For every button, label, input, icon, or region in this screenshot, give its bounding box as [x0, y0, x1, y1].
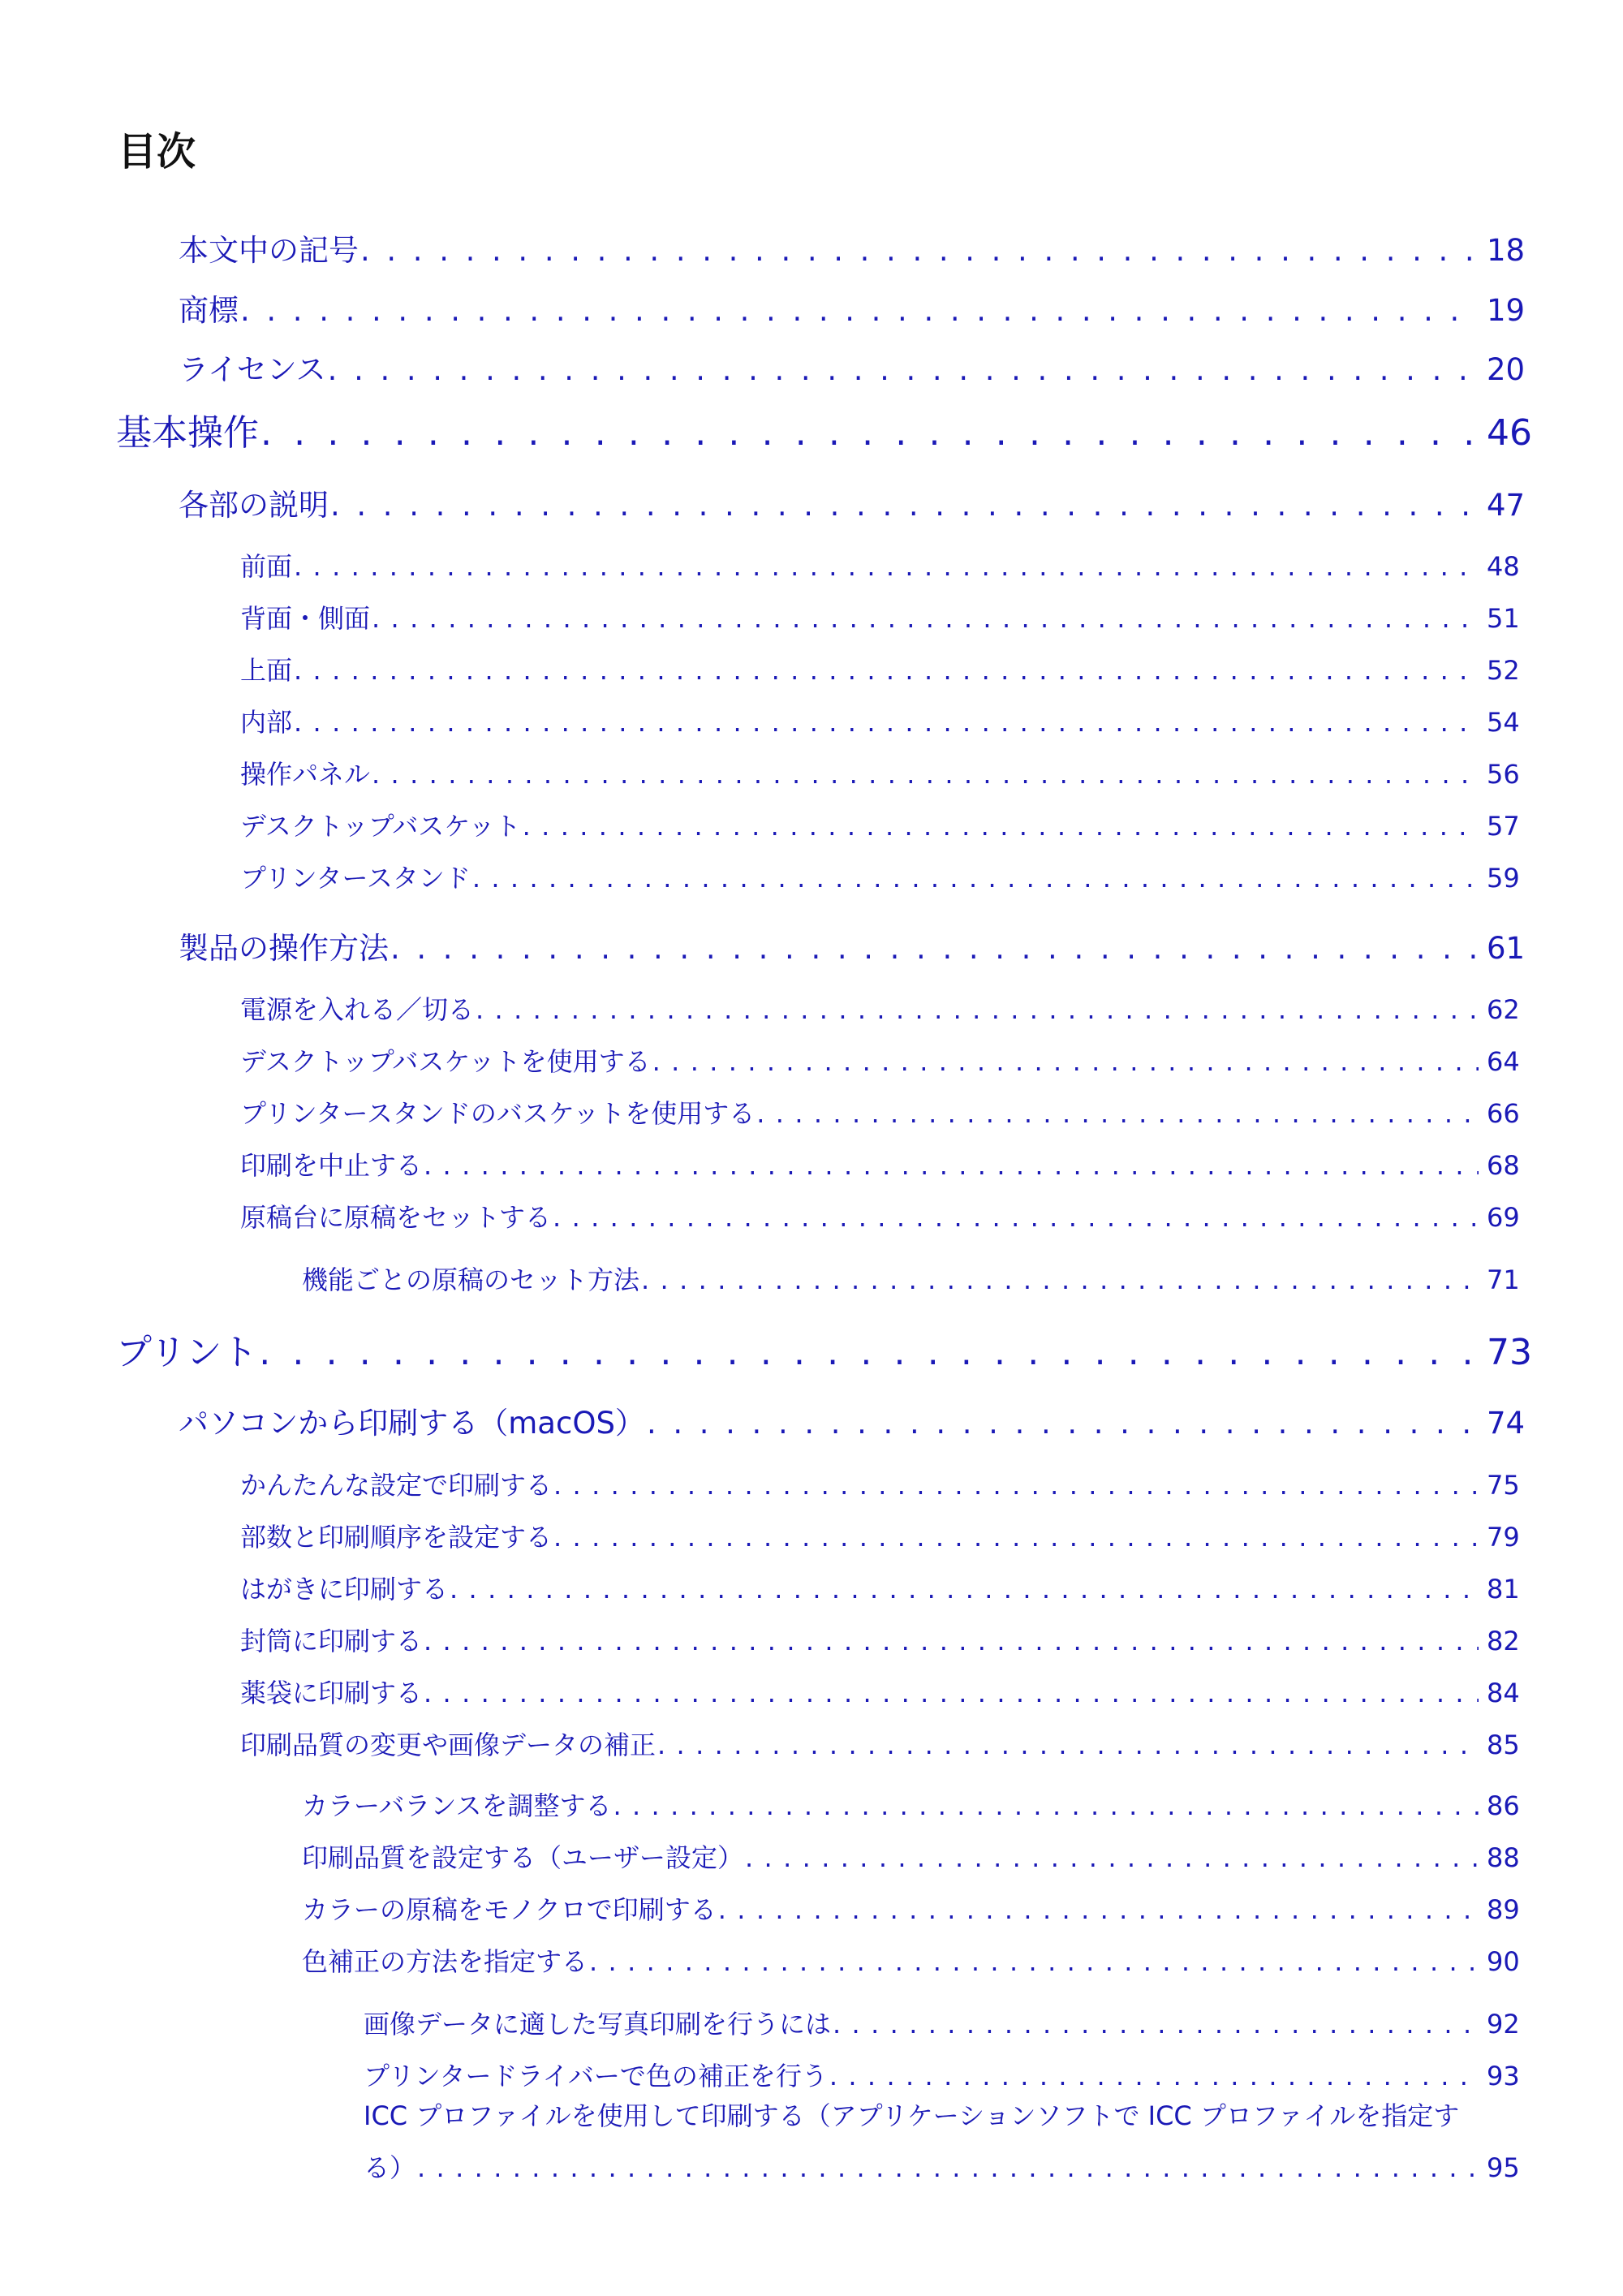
toc-entry-page: 73	[1487, 1332, 1532, 1373]
toc-entry[interactable]	[240, 1465, 1519, 1502]
toc-entry-label: デスクトップバスケットを使用する	[240, 1046, 651, 1077]
toc-entry[interactable]	[240, 598, 1519, 635]
toc-entry-page: 74	[1487, 1406, 1526, 1441]
toc-entry-page: 71	[1487, 1264, 1520, 1295]
toc-entry[interactable]	[240, 989, 1519, 1027]
dot-leader	[589, 1946, 1479, 1977]
dot-leader	[553, 1470, 1479, 1501]
toc-entry-page: 20	[1487, 352, 1526, 387]
dot-leader	[476, 994, 1479, 1025]
toc-entry[interactable]	[240, 1517, 1519, 1554]
toc-entry-label: 本文中の記号	[179, 233, 359, 268]
toc-entry-page: 95	[1487, 2152, 1520, 2183]
toc-entry[interactable]	[240, 1569, 1519, 1606]
dot-leader	[523, 811, 1479, 842]
toc-entry-label: プリント	[116, 1332, 258, 1373]
toc-entry-label: パソコンから印刷する（macOS）	[179, 1406, 645, 1441]
dot-leader	[613, 1790, 1479, 1821]
toc-entry[interactable]	[240, 546, 1519, 584]
toc-entry-page: 48	[1487, 551, 1520, 582]
toc-entry-label: 色補正の方法を指定する	[302, 1946, 588, 1977]
toc-entry-page: 47	[1487, 488, 1526, 523]
toc-entry-page: 84	[1487, 1678, 1520, 1708]
toc-entry-page: 51	[1487, 603, 1520, 634]
toc-entry[interactable]	[179, 924, 1526, 967]
toc-entry-label: プリンタードライバーで色の補正を行う	[364, 2061, 828, 2091]
toc-entry-page: 92	[1487, 2009, 1520, 2040]
dot-leader	[756, 1098, 1479, 1129]
toc-entry-label: る）	[364, 2152, 416, 2183]
toc-entry[interactable]	[240, 1621, 1519, 1658]
toc-entry-page: 85	[1487, 1730, 1520, 1760]
dot-leader	[829, 2061, 1479, 2091]
toc-entry-label: 背面・側面	[240, 603, 371, 634]
toc-entry[interactable]	[240, 1041, 1519, 1079]
toc-entry-label: 部数と印刷順序を設定する	[240, 1522, 553, 1553]
dot-leader	[472, 863, 1479, 894]
toc-entry[interactable]	[364, 2056, 1519, 2093]
toc-entry[interactable]	[302, 1260, 1519, 1297]
toc-entry[interactable]	[364, 2004, 1519, 2041]
dot-leader	[833, 2009, 1479, 2040]
dot-leader	[745, 1842, 1479, 1873]
toc-entry[interactable]	[240, 650, 1519, 687]
toc-entry-label: はがきに印刷する	[240, 1574, 449, 1605]
toc-entry[interactable]	[302, 1889, 1519, 1927]
toc-entry-page: 88	[1487, 1842, 1520, 1873]
dot-leader	[657, 1730, 1479, 1760]
toc-entry[interactable]	[240, 806, 1519, 843]
dot-leader	[417, 2152, 1479, 2183]
toc-entry-label: 各部の説明	[179, 488, 329, 523]
toc-entry-label: 原稿台に原稿をセットする	[240, 1202, 552, 1233]
dot-leader	[390, 931, 1479, 966]
toc-entry-label: プリンタースタンドのバスケットを使用する	[240, 1098, 756, 1129]
dot-leader	[553, 1522, 1479, 1553]
toc-entry-label: 製品の操作方法	[179, 931, 389, 966]
toc-entry-page: 56	[1487, 759, 1520, 790]
toc-entry[interactable]	[240, 702, 1519, 739]
toc-entry-label: 画像データに適した写真印刷を行うには	[364, 2009, 832, 2040]
toc-entry-label: 基本操作	[116, 412, 259, 454]
dot-leader	[424, 1678, 1479, 1708]
toc-entry[interactable]	[179, 286, 1526, 330]
toc-entry[interactable]	[116, 403, 1532, 455]
toc-entry-label: 封筒に印刷する	[240, 1626, 423, 1656]
toc-entry-label: 前面	[240, 551, 293, 582]
toc-entry[interactable]	[240, 858, 1519, 895]
toc-entry-page: 89	[1487, 1894, 1520, 1925]
toc-entry-page: 81	[1487, 1574, 1520, 1605]
toc-entry-label: カラーバランスを調整する	[302, 1790, 612, 1821]
toc-entry-page: 82	[1487, 1626, 1520, 1656]
dot-leader	[450, 1574, 1479, 1605]
toc-entry-page: 75	[1487, 1470, 1520, 1501]
dot-leader	[328, 352, 1479, 387]
toc-entry[interactable]	[179, 226, 1526, 269]
toc-entry-page: 57	[1487, 811, 1520, 842]
dot-leader	[360, 233, 1479, 268]
toc-entry-page: 79	[1487, 1522, 1520, 1553]
toc-entry-page: 62	[1487, 994, 1520, 1025]
toc-entry-label: 印刷品質を設定する（ユーザー設定）	[302, 1842, 744, 1873]
toc-entry-page: 90	[1487, 1946, 1520, 1977]
toc-entry[interactable]	[179, 1398, 1526, 1442]
toc-entry-label: 電源を入れる／切る	[240, 994, 475, 1025]
dot-leader	[294, 655, 1479, 686]
dot-leader	[294, 707, 1479, 738]
toc-entry-label: 機能ごとの原稿のセット方法	[302, 1264, 640, 1295]
dot-leader	[641, 1264, 1479, 1295]
toc-entry-page: 52	[1487, 655, 1520, 686]
toc-entry-label: 上面	[240, 655, 293, 686]
toc-entry-page: 61	[1487, 931, 1526, 966]
dot-leader	[424, 1626, 1479, 1656]
toc-entry[interactable]	[179, 480, 1526, 524]
toc-entry-page: 19	[1487, 293, 1526, 328]
dot-leader	[240, 293, 1479, 328]
toc-entry-label: 印刷を中止する	[240, 1150, 423, 1181]
dot-leader	[652, 1046, 1479, 1077]
toc-entry[interactable]	[240, 754, 1519, 791]
toc-entry-page: 46	[1487, 412, 1532, 454]
toc-entry-page: 66	[1487, 1098, 1520, 1129]
toc-entry-label: 操作パネル	[240, 759, 371, 790]
dot-leader	[647, 1406, 1479, 1441]
toc-entry-wrapped-line1[interactable]: ICC プロファイルを使用して印刷する（アプリケーションソフトで ICC プロファイルを指定す	[364, 2100, 1460, 2131]
dot-leader	[259, 1332, 1479, 1373]
toc-entry[interactable]	[240, 1673, 1519, 1710]
dot-leader	[294, 551, 1479, 582]
dot-leader	[424, 1150, 1479, 1181]
toc-entry-page: 68	[1487, 1150, 1520, 1181]
toc-entry[interactable]	[240, 1093, 1519, 1131]
toc-entry-label: 内部	[240, 707, 293, 738]
toc-entry-page: 86	[1487, 1790, 1520, 1821]
toc-entry-label: 薬袋に印刷する	[240, 1678, 423, 1708]
toc-entry[interactable]	[302, 1786, 1519, 1823]
toc-entry[interactable]	[240, 1145, 1519, 1182]
toc-entry[interactable]	[302, 1941, 1519, 1979]
toc-entry-page: 18	[1487, 233, 1526, 268]
page-title: 目次	[118, 129, 196, 174]
dot-leader	[330, 488, 1479, 523]
toc-entry[interactable]	[179, 345, 1526, 389]
toc-entry-label: デスクトップバスケット	[240, 811, 521, 842]
toc-entry-label: 印刷品質の変更や画像データの補正	[240, 1730, 657, 1760]
toc-entry[interactable]	[240, 1197, 1519, 1234]
toc-entry[interactable]	[116, 1323, 1532, 1375]
toc-entry-label: 商標	[179, 293, 239, 328]
toc-entry-page: 64	[1487, 1046, 1520, 1077]
toc-entry[interactable]	[302, 1837, 1519, 1875]
toc-entry-label: プリンタースタンド	[240, 863, 471, 894]
toc-entry-label: ライセンス	[179, 352, 326, 387]
dot-leader	[260, 412, 1479, 454]
toc-entry-page: 59	[1487, 863, 1520, 894]
dot-leader	[718, 1894, 1479, 1925]
dot-leader	[553, 1202, 1479, 1233]
toc-entry-page: 54	[1487, 707, 1520, 738]
dot-leader	[372, 603, 1479, 634]
toc-entry-page: 93	[1487, 2061, 1520, 2091]
toc-entry[interactable]	[240, 1725, 1519, 1762]
dot-leader	[372, 759, 1479, 790]
toc-entry-label: かんたんな設定で印刷する	[240, 1470, 553, 1501]
toc-entry-wrapped[interactable]	[364, 2147, 1519, 2185]
toc-entry-page: 69	[1487, 1202, 1520, 1233]
toc-entry-label: カラーの原稿をモノクロで印刷する	[302, 1894, 717, 1925]
